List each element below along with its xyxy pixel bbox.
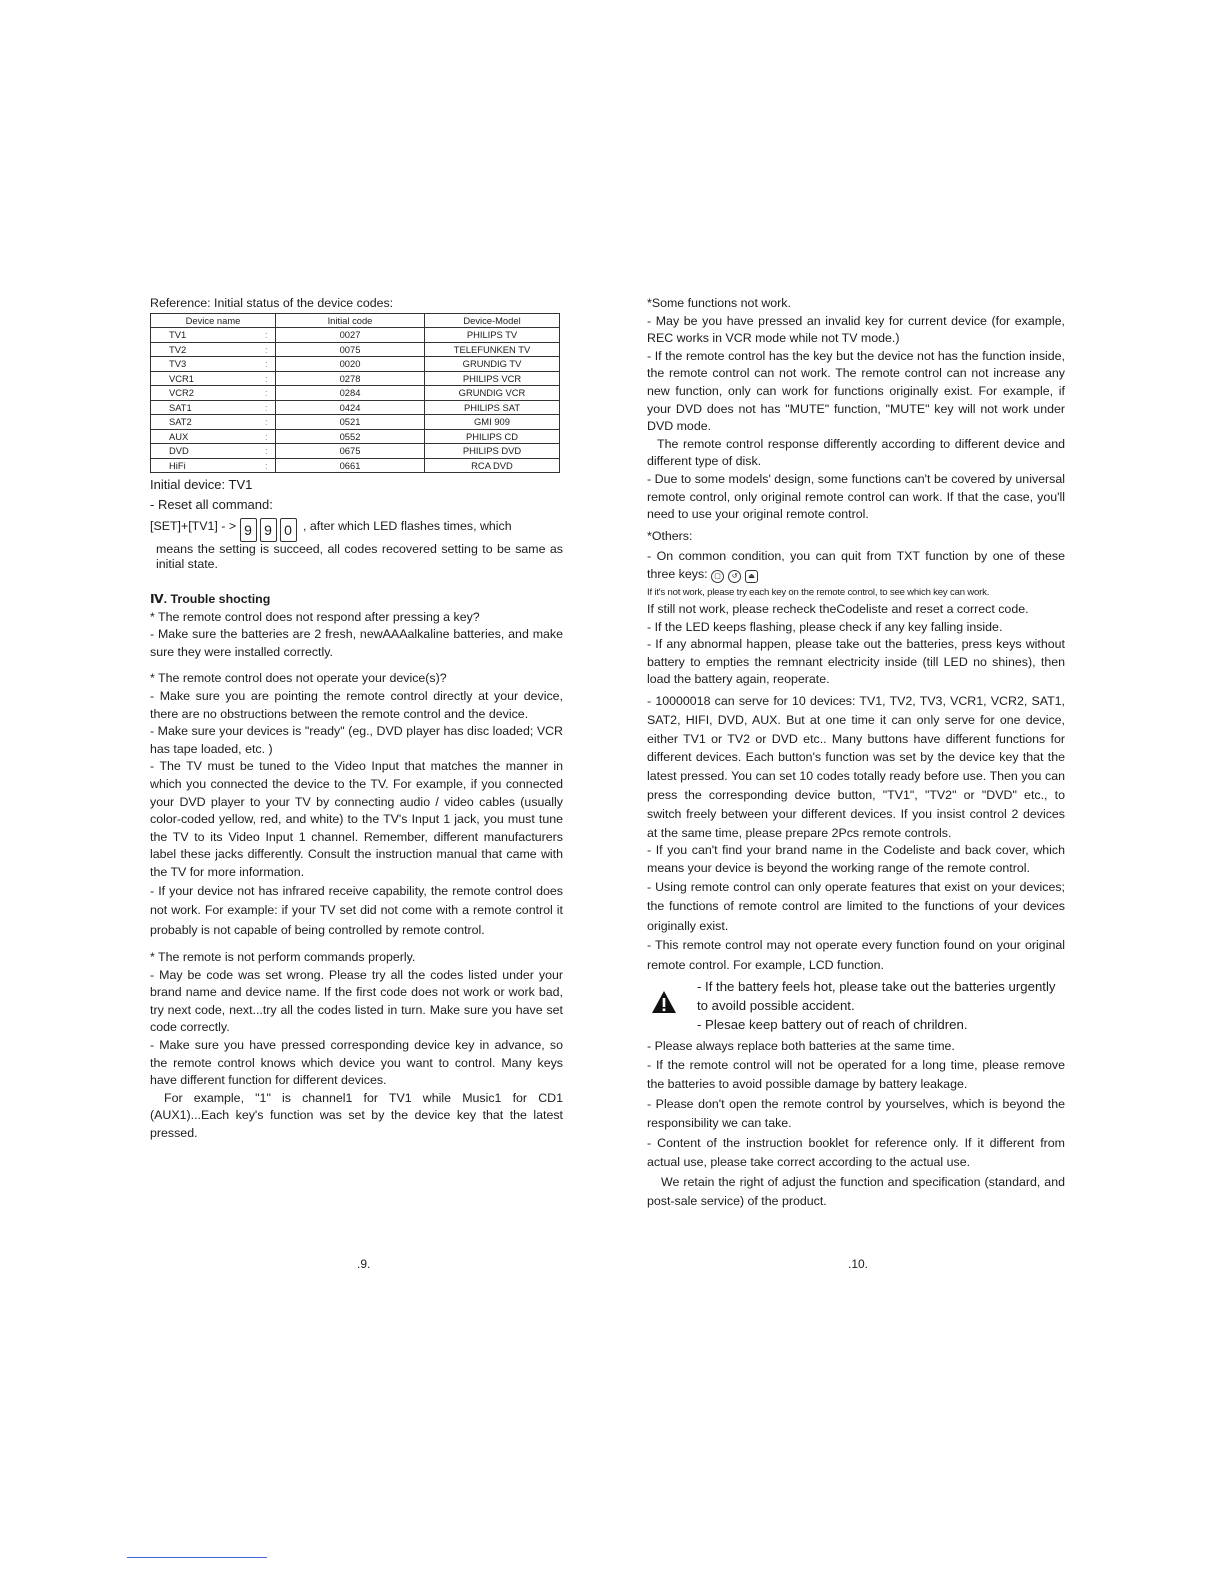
warning-children: - Plesae keep battery out of reach of chrildren. <box>697 1017 968 1033</box>
header-initial-code: Initial code <box>276 313 425 328</box>
left-page <box>150 295 563 1143</box>
device-model-cell: GRUNDIG VCR <box>425 386 560 401</box>
key-0: 0 <box>280 518 297 542</box>
paragraph: - If the remote control will not be operated for a long time, please remove the batteries to avoid possible damage by battery leakage. <box>647 1057 1065 1092</box>
paragraph: *Others: <box>647 528 693 543</box>
device-model-cell: RCA DVD <box>425 458 560 473</box>
paragraph: - May be you have pressed an invalid key for current device (for example, REC works in VCR mode while not TV mode.) <box>647 313 1065 346</box>
header-device-model: Device-Model <box>425 313 560 328</box>
page-number-left: .9. <box>357 1257 371 1271</box>
separator-cell: : <box>261 386 276 401</box>
table-row <box>151 386 560 401</box>
paragraph: - This remote control may not operate every function found on your original remote control. For example, LCD function. <box>647 938 1065 972</box>
paragraph: - Content of the instruction booklet for reference only. If it different from actual use, please take correct according to the actual use. <box>647 1135 1065 1170</box>
reset-command <box>150 518 563 542</box>
initial-code-cell: 0020 <box>276 357 425 372</box>
paragraph: - Please don't open the remote control by yourselves, which is beyond the responsibility we can take. <box>647 1096 1065 1131</box>
paragraph: - Using remote control can only operate features that exist on your devices; the functions of remote control are limited to the functions of your devices originally exist. <box>647 879 1065 933</box>
table-body <box>151 328 560 473</box>
table-header-row <box>151 313 560 328</box>
right-page <box>647 295 1065 1212</box>
device-name-cell: TV2 <box>151 342 262 357</box>
paragraph: The remote control response differently according to different device and different type of disk. <box>647 436 1065 469</box>
table-row <box>151 400 560 415</box>
return-key-icon: ↺ <box>728 570 741 583</box>
separator-cell: : <box>261 444 276 459</box>
key-9-second: 9 <box>260 518 277 542</box>
table-row <box>151 458 560 473</box>
paragraph: For example, "1" is channel1 for TV1 while Music1 for CD1 (AUX1)...Each key's function was set by the device key that the latest pressed. <box>150 1090 563 1141</box>
initial-device: Initial device: TV1 <box>150 477 253 493</box>
paragraph: If it's not work, please try each key on the remote control, to see which key can work. <box>647 586 990 598</box>
device-name-cell: TV3 <box>151 357 262 372</box>
table-row <box>151 371 560 386</box>
device-name-cell: AUX <box>151 429 262 444</box>
table-row <box>151 328 560 343</box>
key-9-first: 9 <box>240 518 257 542</box>
paragraph: *Some functions not work. <box>647 296 791 310</box>
device-model-cell: PHILIPS DVD <box>425 444 560 459</box>
warning-hot-battery: - If the battery feels hot, please take out the batteries urgently to avoild possible accident. <box>697 979 1056 1014</box>
paragraph: - If you can't find your brand name in the Codeliste and back cover, which means your device is beyond the working range of the remote control. <box>647 843 1065 876</box>
reset-prefix: [SET]+[TV1] - > <box>150 519 237 534</box>
paragraph: - If your device not has infrared receive capability, the remote control does not work. For example: if your TV set did not come with a remote control it probably is not capable of being controlled by remote control. <box>150 883 563 937</box>
paragraph: - Make sure you have pressed corresponding device key in advance, so the remote control knows which device you want to control. Many keys have different function for different devices. <box>150 1038 563 1088</box>
reset-label: - Reset all command: <box>150 497 273 513</box>
footer-link-line <box>127 1557 267 1558</box>
paragraph: - If any abnormal happen, please take out the batteries, press keys without battery to empties the remnant electricity inside (till LED no shines), then load the battery again, reoperate. <box>647 637 1065 687</box>
table-row <box>151 444 560 459</box>
page-number-right: .10. <box>848 1257 869 1271</box>
initial-code-cell: 0284 <box>276 386 425 401</box>
warning-triangle-icon <box>651 990 677 1014</box>
txt-quit-text: - On common condition, you can quit from TXT function by one of these three keys: <box>647 549 1065 581</box>
paragraph: We retain the right of adjust the function and specification (standard, and post-sale service) of the product. <box>647 1174 1065 1209</box>
paragraph: - If the LED keeps flashing, please check if any key falling inside. <box>647 619 1003 634</box>
initial-code-cell: 0075 <box>276 342 425 357</box>
separator-cell: : <box>261 342 276 357</box>
device-name-cell: DVD <box>151 444 262 459</box>
separator-cell: : <box>261 328 276 343</box>
initial-code-cell: 0675 <box>276 444 425 459</box>
battery-warning <box>647 977 1065 1034</box>
paragraph: - 10000018 can serve for 10 devices: TV1, TV2, TV3, VCR1, VCR2, SAT1, SAT2, HIFI, DVD, AUX. But at one time it can only serve for one device, either TV1 or TV2 or DVD etc.. Many buttons have different functions for different devices. Each button's function was set by the device key that the latest pressed. You can set 10 codes totally ready before use. Then you can press the corresponding device button, "TV1", "TV2" or "DVD" etc., to switch freely between your different devices. If you insist control 2 devices at the same time, please prepare 2Pcs remote controls. <box>647 694 1065 840</box>
device-code-table <box>150 313 560 474</box>
paragraph: * The remote control does not respond after pressing a key? <box>150 609 480 624</box>
paragraph: - The TV must be tuned to the Video Input that matches the manner in which you connected the device to the TV. For example, if you connected your DVD player to your TV by connecting audio / video cables (usually color-coded yellow, red, and white) to the TV's Input 1 jack, you must tune the TV to its Video Input 1 channel. Remember, different manufacturers label these jacks differently. Consult the instruction manual that came with the TV for more information. <box>150 759 563 879</box>
initial-code-cell: 0661 <box>276 458 425 473</box>
exit-key-icon: ⏏ <box>745 570 758 583</box>
table-row <box>151 357 560 372</box>
reset-suffix: , after which LED flashes times, which <box>302 519 512 534</box>
device-model-cell: PHILIPS CD <box>425 429 560 444</box>
tv-key-icon: ▢ <box>711 570 724 583</box>
separator-cell: : <box>261 415 276 430</box>
paragraph: - Please always replace both batteries at the same time. <box>647 1039 955 1054</box>
device-name-cell: VCR2 <box>151 386 262 401</box>
device-model-cell: PHILIPS VCR <box>425 371 560 386</box>
separator-cell: : <box>261 400 276 415</box>
device-model-cell: PHILIPS SAT <box>425 400 560 415</box>
device-name-cell: SAT2 <box>151 415 262 430</box>
initial-code-cell: 0552 <box>276 429 425 444</box>
paragraph: - Due to some models' design, some functions can't be covered by universal remote control, only original remote control can work. If that the case, you'll need to use your original remote control. <box>647 471 1065 522</box>
header-device-name: Device name <box>151 313 276 328</box>
device-name-cell: VCR1 <box>151 371 262 386</box>
paragraph: - Make sure the batteries are 2 fresh, newAAAalkaline batteries, and make sure they were installed correctly. <box>150 627 563 659</box>
device-model-cell: GRUNDIG TV <box>425 357 560 372</box>
separator-cell: : <box>261 371 276 386</box>
table-row <box>151 415 560 430</box>
reference-title: Reference: Initial status of the device codes: <box>150 296 394 310</box>
txt-quit-paragraph <box>647 548 1065 583</box>
initial-code-cell: 0278 <box>276 371 425 386</box>
initial-code-cell: 0424 <box>276 400 425 415</box>
section-title-trouble-shooting: Ⅳ. Trouble shocting <box>150 592 271 607</box>
device-name-cell: HiFi <box>151 458 262 473</box>
paragraph: - Make sure your devices is "ready" (eg., DVD player has disc loaded; VCR has tape loaded, etc. ) <box>150 724 563 756</box>
device-name-cell: SAT1 <box>151 400 262 415</box>
table-row <box>151 342 560 357</box>
paragraph: - If the remote control has the key but the device not has the function inside, the remote control can not work. The remote control can not increase any new function, only can work for functions originally exist. For example, if your DVD does not has "MUTE" function, "MUTE" key will not work under DVD mode. <box>647 348 1065 434</box>
paragraph: If still not work, please recheck theCodeliste and reset a correct code. <box>647 602 1029 617</box>
paragraph: - May be code was set wrong. Please try all the codes listed under your brand name and device name. If the first code does not work or work bad, try next code, next...try all the codes listed in turn. Make sure you have set code correctly. <box>150 967 563 1035</box>
paragraph: - Make sure you are pointing the remote control directly at your device, there are no obstructions between the remote control and the device. <box>150 689 563 721</box>
separator-cell: : <box>261 458 276 473</box>
device-model-cell: TELEFUNKEN TV <box>425 342 560 357</box>
device-model-cell: PHILIPS TV <box>425 328 560 343</box>
device-model-cell: GMI 909 <box>425 415 560 430</box>
separator-cell: : <box>261 357 276 372</box>
device-name-cell: TV1 <box>151 328 262 343</box>
paragraph: * The remote control does not operate your device(s)? <box>150 671 447 686</box>
reset-description: means the setting is succeed, all codes recovered setting to be same as initial state. <box>156 542 563 572</box>
initial-code-cell: 0521 <box>276 415 425 430</box>
initial-code-cell: 0027 <box>276 328 425 343</box>
paragraph: * The remote is not perform commands properly. <box>150 950 416 965</box>
table-row <box>151 429 560 444</box>
separator-cell: : <box>261 429 276 444</box>
